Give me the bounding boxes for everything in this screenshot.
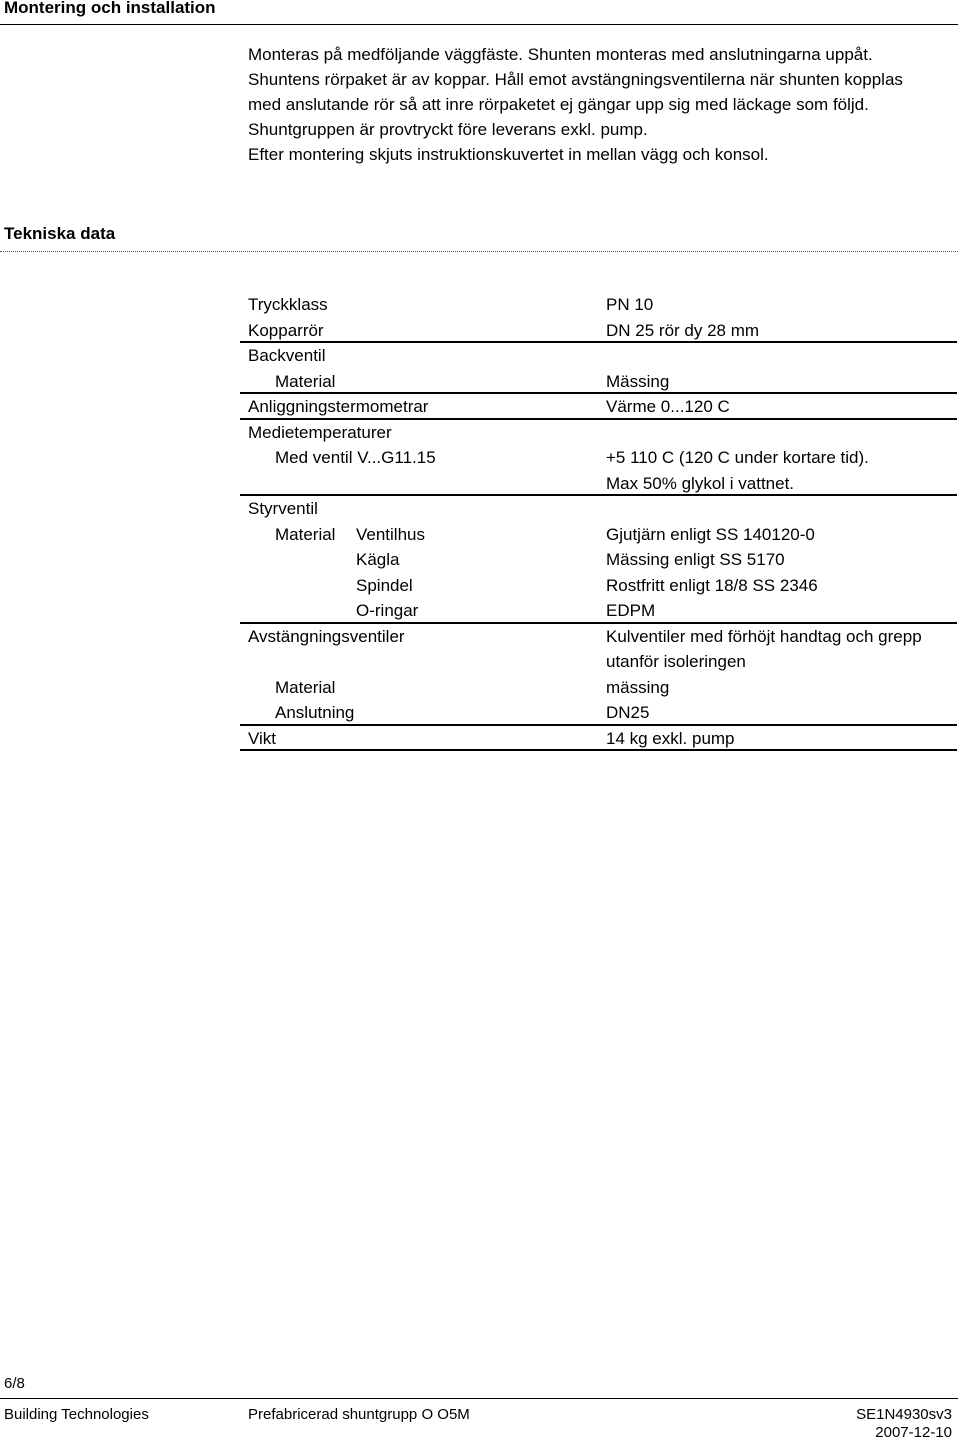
page-number: 6/8 bbox=[4, 1375, 25, 1392]
spec-row bbox=[240, 318, 957, 344]
spec-value: Gjutjärn enligt SS 140120-0 bbox=[606, 524, 815, 544]
spec-label: Medietemperaturer bbox=[248, 422, 392, 442]
section-divider bbox=[0, 251, 958, 252]
spec-row bbox=[240, 598, 957, 624]
spec-value: Max 50% glykol i vattnet. bbox=[606, 473, 795, 493]
spec-label: Backventil bbox=[248, 346, 326, 365]
spec-value: DN 25 rör dy 28 mm bbox=[606, 320, 760, 340]
spec-row bbox=[240, 420, 957, 446]
section-title-tekniska: Tekniska data bbox=[4, 224, 116, 243]
footer-company: Building Technologies bbox=[4, 1406, 149, 1423]
spec-value: Värme 0...120 C bbox=[606, 397, 730, 416]
spec-row bbox=[240, 726, 957, 752]
spec-row bbox=[240, 343, 957, 369]
spec-row bbox=[240, 624, 957, 675]
spec-value: mässing bbox=[606, 677, 670, 697]
intro-line: Shuntens rörpaket är av koppar. Håll emot avstängningsventilerna när shunten kopplas bbox=[248, 70, 903, 89]
section-divider bbox=[0, 24, 958, 25]
spec-row bbox=[240, 700, 957, 726]
spec-sublabel: Material bbox=[275, 371, 336, 391]
intro-line: Efter montering skjuts instruktionskuvertet in mellan vägg och konsol. bbox=[248, 145, 769, 164]
spec-table bbox=[240, 292, 957, 751]
spec-row bbox=[240, 292, 957, 318]
spec-row bbox=[240, 547, 957, 573]
spec-value: Rostfritt enligt 18/8 SS 2346 bbox=[606, 575, 818, 595]
spec-sublabel: Med ventil V...G11.15 bbox=[275, 448, 436, 467]
spec-subsublabel: Kägla bbox=[356, 550, 400, 569]
spec-label: Vikt bbox=[248, 728, 277, 748]
intro-line: Shuntgruppen är provtryckt före leverans exkl. pump. bbox=[248, 120, 648, 139]
spec-sublabel: Anslutning bbox=[275, 703, 355, 722]
spec-value: 14 kg exkl. pump bbox=[606, 728, 735, 748]
footer-divider bbox=[0, 1398, 958, 1399]
spec-row bbox=[240, 496, 957, 522]
spec-label: Avstängningsventiler bbox=[248, 626, 405, 646]
spec-sublabel: Material bbox=[275, 677, 336, 697]
spec-row bbox=[240, 675, 957, 701]
footer-date: 2007-12-10 bbox=[875, 1424, 952, 1441]
spec-subsublabel: Spindel bbox=[356, 575, 413, 595]
spec-value: Kulventiler med förhöjt handtag och grepp utanför isoleringen bbox=[606, 626, 922, 671]
spec-label: Anliggningstermometrar bbox=[248, 397, 429, 416]
spec-label: Kopparrör bbox=[248, 320, 324, 340]
spec-subsublabel: Ventilhus bbox=[356, 524, 425, 544]
spec-subsublabel: O-ringar bbox=[356, 601, 419, 620]
section-title-montering: Montering och installation bbox=[4, 0, 216, 17]
intro-text bbox=[248, 42, 953, 167]
spec-value: +5 110 C (120 C under kortare tid). bbox=[606, 448, 869, 467]
spec-row bbox=[240, 369, 957, 395]
footer-product: Prefabricerad shuntgrupp O O5M bbox=[248, 1406, 470, 1423]
spec-value: PN 10 bbox=[606, 295, 654, 314]
spec-value: Mässing enligt SS 5170 bbox=[606, 550, 785, 569]
spec-value: Mässing bbox=[606, 371, 670, 391]
spec-row bbox=[240, 445, 957, 471]
spec-row bbox=[240, 522, 957, 548]
spec-value: DN25 bbox=[606, 703, 650, 722]
intro-line: Monteras på medföljande väggfäste. Shunten monteras med anslutningarna uppåt. bbox=[248, 45, 873, 64]
spec-label: Tryckklass bbox=[248, 295, 328, 314]
intro-line: med anslutande rör så att inre rörpaketet ej gängar upp sig med läckage som följd. bbox=[248, 95, 869, 114]
spec-value: EDPM bbox=[606, 601, 656, 620]
spec-label: Styrventil bbox=[248, 499, 318, 518]
spec-sublabel: Material bbox=[275, 524, 336, 544]
spec-row bbox=[240, 471, 957, 497]
spec-row bbox=[240, 394, 957, 420]
spec-row bbox=[240, 573, 957, 599]
footer-doc-id: SE1N4930sv3 bbox=[856, 1406, 952, 1423]
